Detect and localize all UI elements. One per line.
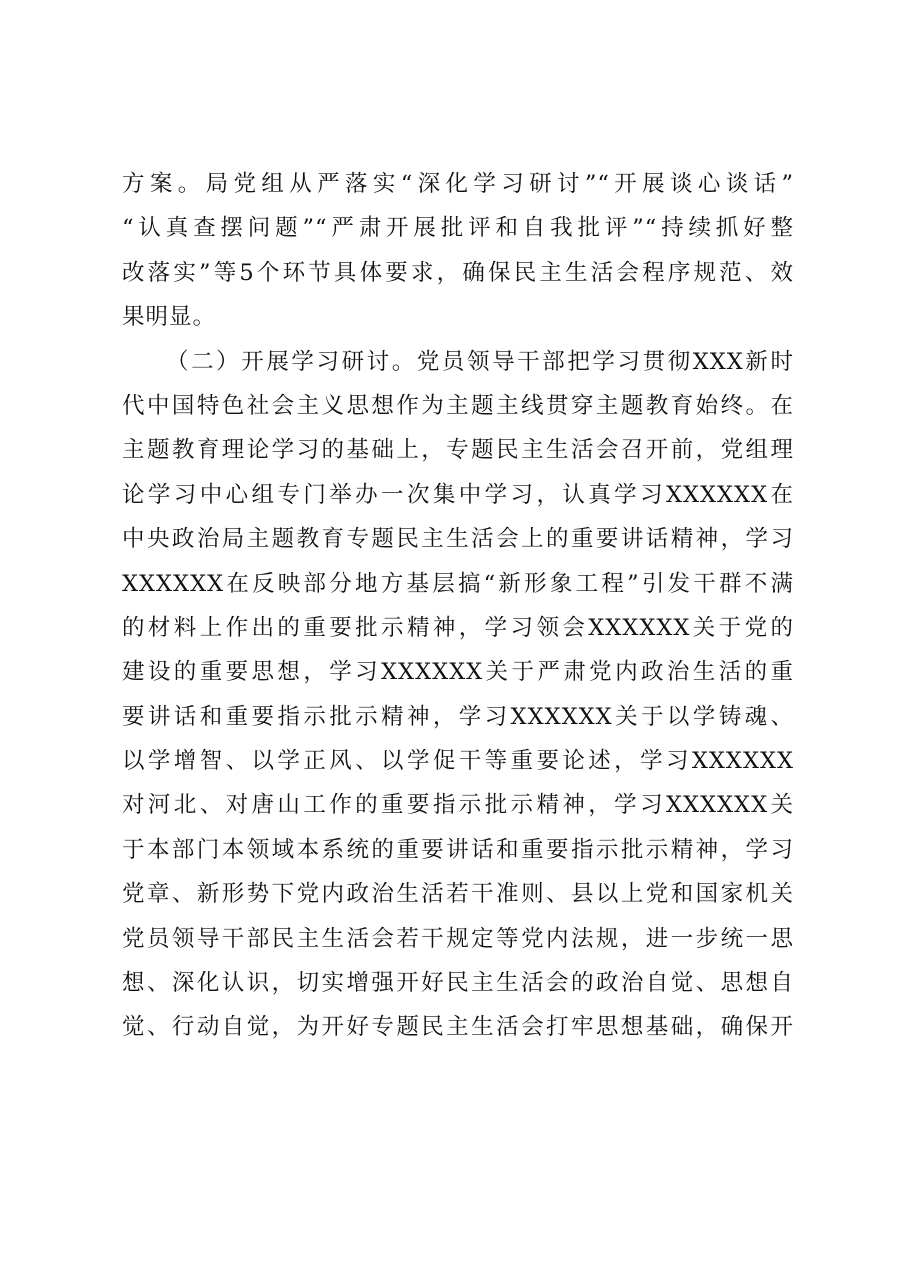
text-line: 要讲话和重要指示批示精神，学习XXXXXX关于以学铸魂、 — [122, 703, 794, 730]
text-line: 论学习中心组专门举办一次集中学习，认真学习XXXXXX在 — [122, 481, 794, 508]
text-line: （二）开展学习研讨。党员领导干部把学习贯彻XXX新时 — [166, 348, 794, 375]
text-line: 代中国特色社会主义思想作为主题主线贯穿主题教育始终。在 — [122, 392, 794, 419]
text-line: 想、深化认识，切实增强开好民主生活会的政治自觉、思想自 — [122, 970, 794, 997]
document-body — [122, 162, 794, 1050]
text-line: 改落实”等5个环节具体要求，确保民主生活会程序规范、效 — [122, 259, 794, 286]
text-line: 对河北、对唐山工作的重要指示批示精神，学习XXXXXX关 — [122, 792, 794, 819]
text-line: 的材料上作出的重要批示精神，学习领会XXXXXX关于党的 — [122, 614, 794, 641]
text-line: XXXXXX在反映部分地方基层搞“新形象工程”引发干群不满 — [122, 570, 794, 597]
text-line: 以学增智、以学正风、以学促干等重要论述，学习XXXXXX — [122, 748, 794, 775]
text-line: 党章、新形势下党内政治生活若干准则、县以上党和国家机关 — [122, 881, 794, 908]
text-line: 建设的重要思想，学习XXXXXX关于严肃党内政治生活的重 — [122, 659, 794, 686]
text-line: 果明显。 — [122, 304, 217, 331]
text-line: 觉、行动自觉，为开好专题民主生活会打牢思想基础，确保开 — [122, 1014, 794, 1041]
text-line: 中央政治局主题教育专题民主生活会上的重要讲话精神，学习 — [122, 526, 794, 553]
text-line: 于本部门本领域本系统的重要讲话和重要指示批示精神，学习 — [122, 836, 794, 863]
text-line: 党员领导干部民主生活会若干规定等党内法规，进一步统一思 — [122, 925, 794, 952]
text-line: “认真查摆问题”“严肃开展批评和自我批评”“持续抓好整 — [122, 215, 794, 242]
text-line: 主题教育理论学习的基础上，专题民主生活会召开前，党组理 — [122, 437, 794, 464]
text-line: 方案。局党组从严落实“深化学习研讨”“开展谈心谈话” — [122, 171, 794, 197]
